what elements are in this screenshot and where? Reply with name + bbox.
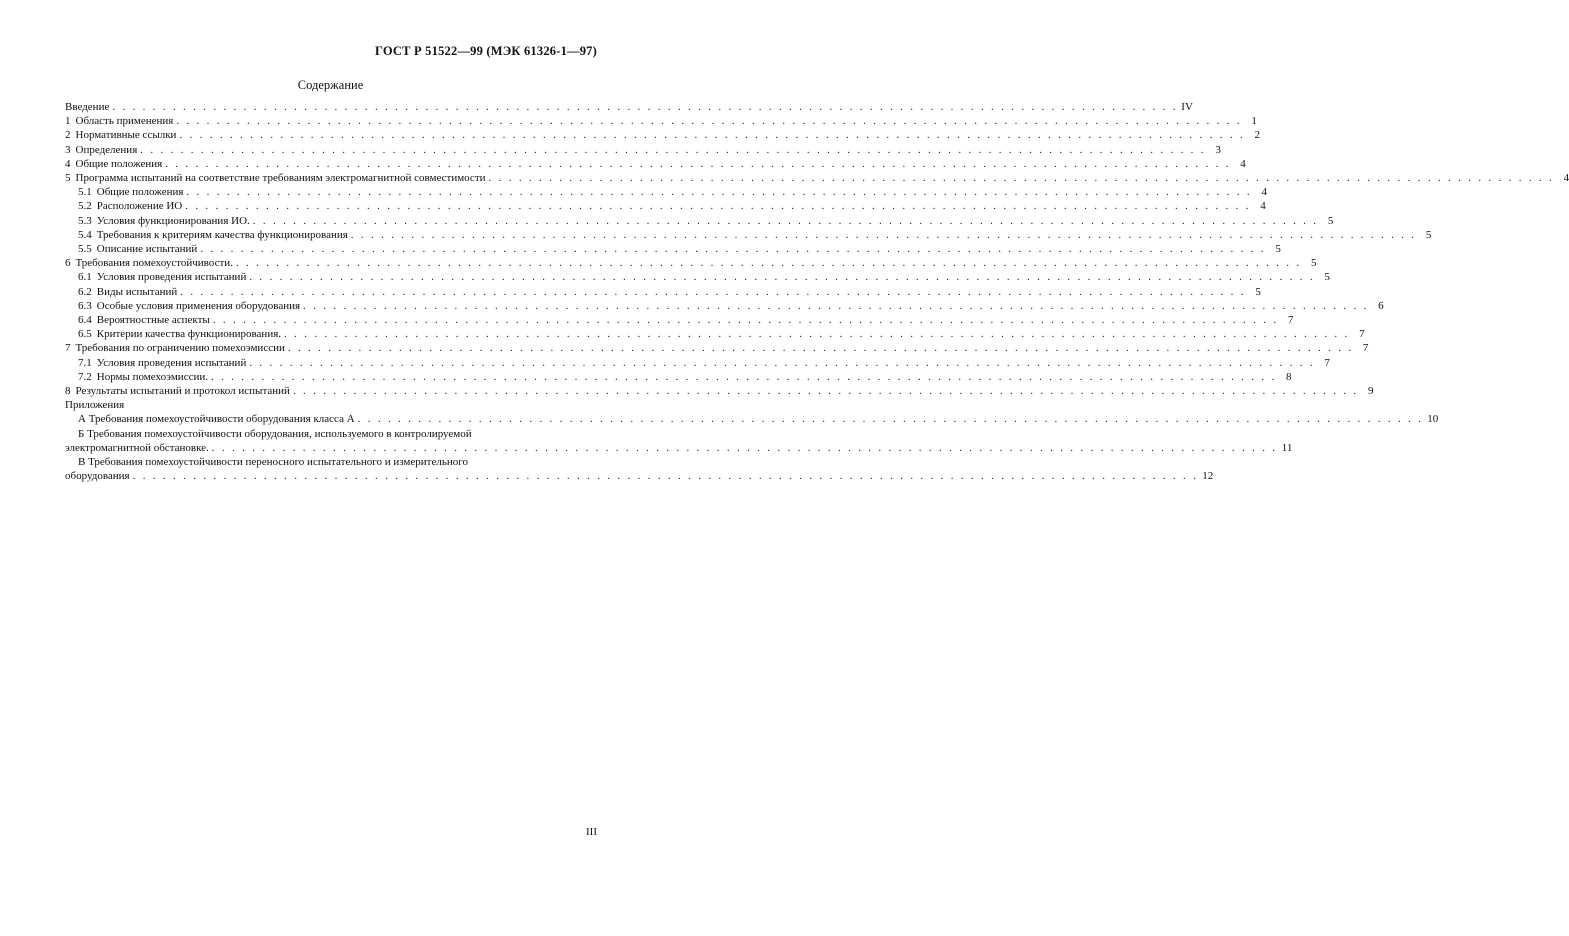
toc-entry-number: 5.1 bbox=[78, 186, 92, 199]
toc-entry-2 bbox=[65, 128, 1260, 142]
toc-entry-text: Нормы помехоэмиссии. bbox=[96, 370, 208, 383]
dot-leader: . . . . . . . . . . . . . . . . . . . . . . . . . . . . . . . . . . . . . . . . . . . . . . . . . . . . . . . . . . . . . . . . . . . . . . . . . . . . . . . . . . . . . . . . . . . . . . . . . . . . . . . . . . bbox=[179, 129, 1245, 142]
toc-entry-5-1 bbox=[65, 185, 1267, 199]
toc-entry-number: 4 bbox=[65, 157, 71, 170]
toc-entry-6-4 bbox=[65, 313, 1294, 327]
toc-entry-number: 5.2 bbox=[78, 200, 92, 213]
toc-entry-text: Расположение ИО bbox=[96, 200, 183, 213]
toc-entry-text: Критерии качества функционирования. bbox=[96, 328, 282, 341]
dot-leader: . . . . . . . . . . . . . . . . . . . . . . . . . . . . . . . . . . . . . . . . . . . . . . . . . . . . . . . . . . . . . . . . . . . . . . . . . . . . . . . . . . . . . . . . . . . . . . . . . . . . . . . . . . bbox=[186, 186, 1252, 199]
appendix-b-line2 bbox=[65, 441, 1293, 455]
dot-leader: . . . . . . . . . . . . . . . . . . . . . . . . . . . . . . . . . . . . . . . . . . . . . . . . . . . . . . . . . . . . . . . . . . . . . . . . . . . . . . . . . . . . . . . . . . . . . . . . . . . . . . . . . . bbox=[235, 257, 1302, 270]
toc-entry-text: Условия проведения испытаний bbox=[96, 271, 247, 284]
appendix-text: Б Требования помехоустойчивости оборудования, используемого в контролируемой bbox=[78, 427, 472, 440]
toc-entry-6-1 bbox=[65, 270, 1330, 284]
appendix-text: В Требования помехоустойчивости переносного испытательного и измерительного bbox=[78, 456, 468, 469]
toc-entry-page: 3 bbox=[1215, 143, 1221, 156]
toc-entry-5-3 bbox=[65, 214, 1334, 228]
toc-title: Содержание bbox=[297, 78, 364, 92]
toc-entry-number: 6.2 bbox=[78, 285, 92, 298]
appendices-heading bbox=[65, 398, 595, 412]
appendix-c-line2 bbox=[65, 469, 1214, 483]
toc-entry-page: 7 bbox=[1359, 328, 1365, 341]
toc-entry-text: Определения bbox=[75, 143, 138, 156]
dot-leader: . . . . . . . . . . . . . . . . . . . . . . . . . . . . . . . . . . . . . . . . . . . . . . . . . . . . . . . . . . . . . . . . . . . . . . . . . . . . . . . . . . . . . . . . . . . . . . . . . . . . . . . . . . bbox=[292, 385, 1359, 398]
toc-entry-text: Особые условия применения оборудования bbox=[96, 299, 301, 312]
dot-leader: . . . . . . . . . . . . . . . . . . . . . . . . . . . . . . . . . . . . . . . . . . . . . . . . . . . . . . . . . . . . . . . . . . . . . . . . . . . . . . . . . . . . . . . . . . . . . . . . . . . . . . . . . . bbox=[488, 172, 1555, 185]
toc-entry-page: 5 bbox=[1275, 243, 1281, 256]
toc-entry-page: 5 bbox=[1255, 285, 1261, 298]
toc-entry-page: 5 bbox=[1324, 271, 1330, 284]
toc-entry-text: Условия функционирования ИО. bbox=[96, 214, 250, 227]
toc-entry-6-5 bbox=[65, 327, 1365, 341]
toc-entry-page: IV bbox=[1181, 101, 1193, 113]
toc-entry-text: Виды испытаний bbox=[96, 285, 178, 298]
toc-entry-page: 2 bbox=[1254, 129, 1260, 142]
toc-entry-number: 7.1 bbox=[78, 356, 92, 369]
toc-entry-number: 5.3 bbox=[78, 214, 92, 227]
dot-leader: . . . . . . . . . . . . . . . . . . . . . . . . . . . . . . . . . . . . . . . . . . . . . . . . . . . . . . . . . . . . . . . . . . . . . . . . . . . . . . . . . . . . . . . . . . . . . . . . . . . . . . . . . . bbox=[249, 271, 1315, 284]
toc-entry-6-3 bbox=[65, 299, 1384, 313]
dot-leader: . . . . . . . . . . . . . . . . . . . . . . . . . . . . . . . . . . . . . . . . . . . . . . . . . . . . . . . . . . . . . . . . . . . . . . . . . . . . . . . . . . . . . . . . . . . . . . . . . . . . . . . . . . bbox=[287, 342, 1354, 355]
toc-entry-number: 6.5 bbox=[78, 328, 92, 341]
toc-entry-5-4 bbox=[65, 228, 1432, 242]
appendix-c-line1 bbox=[65, 455, 595, 469]
toc-entry-3 bbox=[65, 143, 1221, 157]
toc-entry-page: 4 bbox=[1260, 200, 1266, 213]
toc-entry-number: 3 bbox=[65, 143, 71, 156]
toc-entry-page: 7 bbox=[1287, 314, 1294, 327]
toc-entry-7-1 bbox=[65, 356, 1330, 370]
toc-entry-6-2 bbox=[65, 285, 1261, 299]
toc-entry-text: Программа испытаний на соответствие требованиям электромагнитной совместимости bbox=[75, 172, 486, 185]
appendix-page: 10 bbox=[1427, 413, 1439, 426]
toc-entry-7-2 bbox=[65, 370, 1292, 384]
toc-entry-8 bbox=[65, 384, 1374, 398]
toc-entry-5 bbox=[65, 171, 1569, 185]
toc-entry-6 bbox=[65, 256, 1317, 270]
toc-entry-text: Вероятностные аспекты bbox=[96, 314, 210, 327]
dot-leader: . . . . . . . . . . . . . . . . . . . . . . . . . . . . . . . . . . . . . . . . . . . . . . . . . . . . . . . . . . . . . . . . . . . . . . . . . . . . . . . . . . . . . . . . . . . . . . . . . . . . . . . . . . bbox=[200, 243, 1266, 256]
toc-entry-text: Введение bbox=[65, 101, 110, 113]
toc-entry-number: 7.2 bbox=[78, 370, 92, 383]
dot-leader: . . . . . . . . . . . . . . . . . . . . . . . . . . . . . . . . . . . . . . . . . . . . . . . . . . . . . . . . . . . . . . . . . . . . . . . . . . . . . . . . . . . . . . . . . . . . . . . . . . . . . . . . . . bbox=[249, 356, 1315, 369]
toc-entry-4 bbox=[65, 157, 1246, 171]
toc-entry-text: Условия проведения испытаний bbox=[96, 356, 247, 369]
toc-entry-text: Общие положения bbox=[75, 157, 163, 170]
appendix-page: 12 bbox=[1202, 470, 1214, 483]
toc-entry-text: Область применения bbox=[75, 115, 174, 128]
toc-entry-number: 6.4 bbox=[78, 314, 92, 327]
toc-entry-1 bbox=[65, 114, 1257, 128]
dot-leader: . . . . . . . . . . . . . . . . . . . . . . . . . . . . . . . . . . . . . . . . . . . . . . . . . . . . . . . . . . . . . . . . . . . . . . . . . . . . . . . . . . . . . . . . . . . . . . . . . . . . . . . . . . bbox=[252, 214, 1319, 227]
appendix-text: А Требования помехоустойчивости оборудования класса А bbox=[78, 413, 355, 426]
toc-entry-page: 8 bbox=[1286, 370, 1292, 383]
toc-entry-number: 6.1 bbox=[78, 271, 92, 284]
page-number: III bbox=[586, 826, 597, 838]
dot-leader: . . . . . . . . . . . . . . . . . . . . . . . . . . . . . . . . . . . . . . . . . . . . . . . . . . . . . . . . . . . . . . . . . . . . . . . . . . . . . . . . . . . . . . . . . . . . . . . . . . . . . . . . . . bbox=[303, 299, 1369, 312]
appendix-a bbox=[65, 412, 1439, 426]
toc-entry-number: 5.5 bbox=[78, 243, 92, 256]
dot-leader: . . . . . . . . . . . . . . . . . . . . . . . . . . . . . . . . . . . . . . . . . . . . . . . . . . . . . . . . . . . . . . . . . . . . . . . . . . . . . . . . . . . . . . . . . . . . . . . . . . . . . . . . . . bbox=[176, 115, 1242, 128]
appendix-text: электромагнитной обстановке. bbox=[65, 441, 209, 454]
toc-entry-text: Результаты испытаний и протокол испытаний bbox=[75, 385, 290, 398]
toc-entry-text: Требования к критериям качества функционирования bbox=[96, 228, 348, 241]
toc-entry-number: 5.4 bbox=[78, 228, 92, 241]
dot-leader: . . . . . . . . . . . . . . . . . . . . . . . . . . . . . . . . . . . . . . . . . . . . . . . . . . . . . . . . . . . . . . . . . . . . . . . . . . . . . . . . . . . . . . . . . . . . . . . . . . . . . . . . . . bbox=[180, 285, 1246, 298]
appendices-heading-text: Приложения bbox=[65, 399, 125, 412]
dot-leader: . . . . . . . . . . . . . . . . . . . . . . . . . . . . . . . . . . . . . . . . . . . . . . . . . . . . . . . . . . . . . . . . . . . . . . . . . . . . . . . . . . . . . . . . . . . . . . . . . . . . . . . . . . bbox=[185, 200, 1251, 213]
toc-entry-page: 4 bbox=[1563, 172, 1569, 185]
toc-entry-text: Описание испытаний bbox=[96, 243, 198, 256]
appendix-text: оборудования bbox=[65, 470, 130, 483]
document-header: ГОСТ Р 51522—99 (МЭК 61326-1—97) bbox=[375, 44, 597, 58]
dot-leader: . . . . . . . . . . . . . . . . . . . . . . . . . . . . . . . . . . . . . . . . . . . . . . . . . . . . . . . . . . . . . . . . . . . . . . . . . . . . . . . . . . . . . . . . . . . . . . . . . . . . . . . . . . bbox=[112, 101, 1178, 113]
dot-leader: . . . . . . . . . . . . . . . . . . . . . . . . . . . . . . . . . . . . . . . . . . . . . . . . . . . . . . . . . . . . . . . . . . . . . . . . . . . . . . . . . . . . . . . . . . . . . . . . . . . . . . . . . . bbox=[212, 314, 1279, 327]
dot-leader: . . . . . . . . . . . . . . . . . . . . . . . . . . . . . . . . . . . . . . . . . . . . . . . . . . . . . . . . . . . . . . . . . . . . . . . . . . . . . . . . . . . . . . . . . . . . . . . . . . . . . . . . . . bbox=[211, 441, 1278, 454]
toc-entry-number: 7 bbox=[65, 342, 71, 355]
toc-entry-page: 6 bbox=[1378, 299, 1384, 312]
toc-entry-page: 1 bbox=[1251, 115, 1257, 128]
toc-entry-page: 5 bbox=[1327, 214, 1334, 227]
toc-entry-text: Общие положения bbox=[96, 186, 184, 199]
toc-entry-5-2 bbox=[65, 199, 1266, 213]
dot-leader: . . . . . . . . . . . . . . . . . . . . . . . . . . . . . . . . . . . . . . . . . . . . . . . . . . . . . . . . . . . . . . . . . . . . . . . . . . . . . . . . . . . . . . . . . . . . . . . . . . . . . . . . . . bbox=[357, 413, 1424, 426]
appendix-page: 11 bbox=[1281, 441, 1293, 454]
toc-entry-number: 5 bbox=[65, 172, 71, 185]
toc-entry-number: 1 bbox=[65, 115, 71, 128]
toc-entry-number: 2 bbox=[65, 129, 71, 142]
dot-leader: . . . . . . . . . . . . . . . . . . . . . . . . . . . . . . . . . . . . . . . . . . . . . . . . . . . . . . . . . . . . . . . . . . . . . . . . . . . . . . . . . . . . . . . . . . . . . . . . . . . . . . . . . . bbox=[350, 228, 1417, 241]
dot-leader: . . . . . . . . . . . . . . . . . . . . . . . . . . . . . . . . . . . . . . . . . . . . . . . . . . . . . . . . . . . . . . . . . . . . . . . . . . . . . . . . . . . . . . . . . . . . . . . . . . . . . . . . . . bbox=[140, 143, 1206, 156]
toc-entry-page: 7 bbox=[1362, 342, 1369, 355]
toc-entry-page: 5 bbox=[1310, 257, 1317, 270]
dot-leader: . . . . . . . . . . . . . . . . . . . . . . . . . . . . . . . . . . . . . . . . . . . . . . . . . . . . . . . . . . . . . . . . . . . . . . . . . . . . . . . . . . . . . . . . . . . . . . . . . . . . . . . . . . bbox=[284, 328, 1350, 341]
toc-entry-text: Требования помехоустойчивости. bbox=[75, 257, 233, 270]
toc-entry-number: 8 bbox=[65, 385, 71, 398]
toc-entry-number: 6.3 bbox=[78, 299, 92, 312]
dot-leader: . . . . . . . . . . . . . . . . . . . . . . . . . . . . . . . . . . . . . . . . . . . . . . . . . . . . . . . . . . . . . . . . . . . . . . . . . . . . . . . . . . . . . . . . . . . . . . . . . . . . . . . . . . bbox=[165, 157, 1231, 170]
toc-entry-number: 6 bbox=[65, 257, 71, 270]
dot-leader: . . . . . . . . . . . . . . . . . . . . . . . . . . . . . . . . . . . . . . . . . . . . . . . . . . . . . . . . . . . . . . . . . . . . . . . . . . . . . . . . . . . . . . . . . . . . . . . . . . . . . . . . . . bbox=[210, 370, 1277, 383]
dot-leader: . . . . . . . . . . . . . . . . . . . . . . . . . . . . . . . . . . . . . . . . . . . . . . . . . . . . . . . . . . . . . . . . . . . . . . . . . . . . . . . . . . . . . . . . . . . . . . . . . . . . . . . . . . bbox=[132, 470, 1199, 483]
toc-entry-introduction bbox=[65, 100, 1193, 114]
toc-entry-page: 4 bbox=[1261, 186, 1267, 199]
toc-entry-page: 5 bbox=[1425, 228, 1432, 241]
appendix-b-line1 bbox=[65, 427, 595, 441]
toc-entry-page: 7 bbox=[1324, 356, 1330, 369]
toc-entry-page: 9 bbox=[1368, 385, 1374, 398]
toc-entry-5-5 bbox=[65, 242, 1281, 256]
table-of-contents bbox=[65, 100, 1569, 483]
toc-entry-7 bbox=[65, 341, 1369, 355]
toc-entry-text: Требования по ограничению помехоэмиссии bbox=[75, 342, 285, 355]
toc-entry-text: Нормативные ссылки bbox=[75, 129, 177, 142]
toc-entry-page: 4 bbox=[1240, 157, 1246, 170]
